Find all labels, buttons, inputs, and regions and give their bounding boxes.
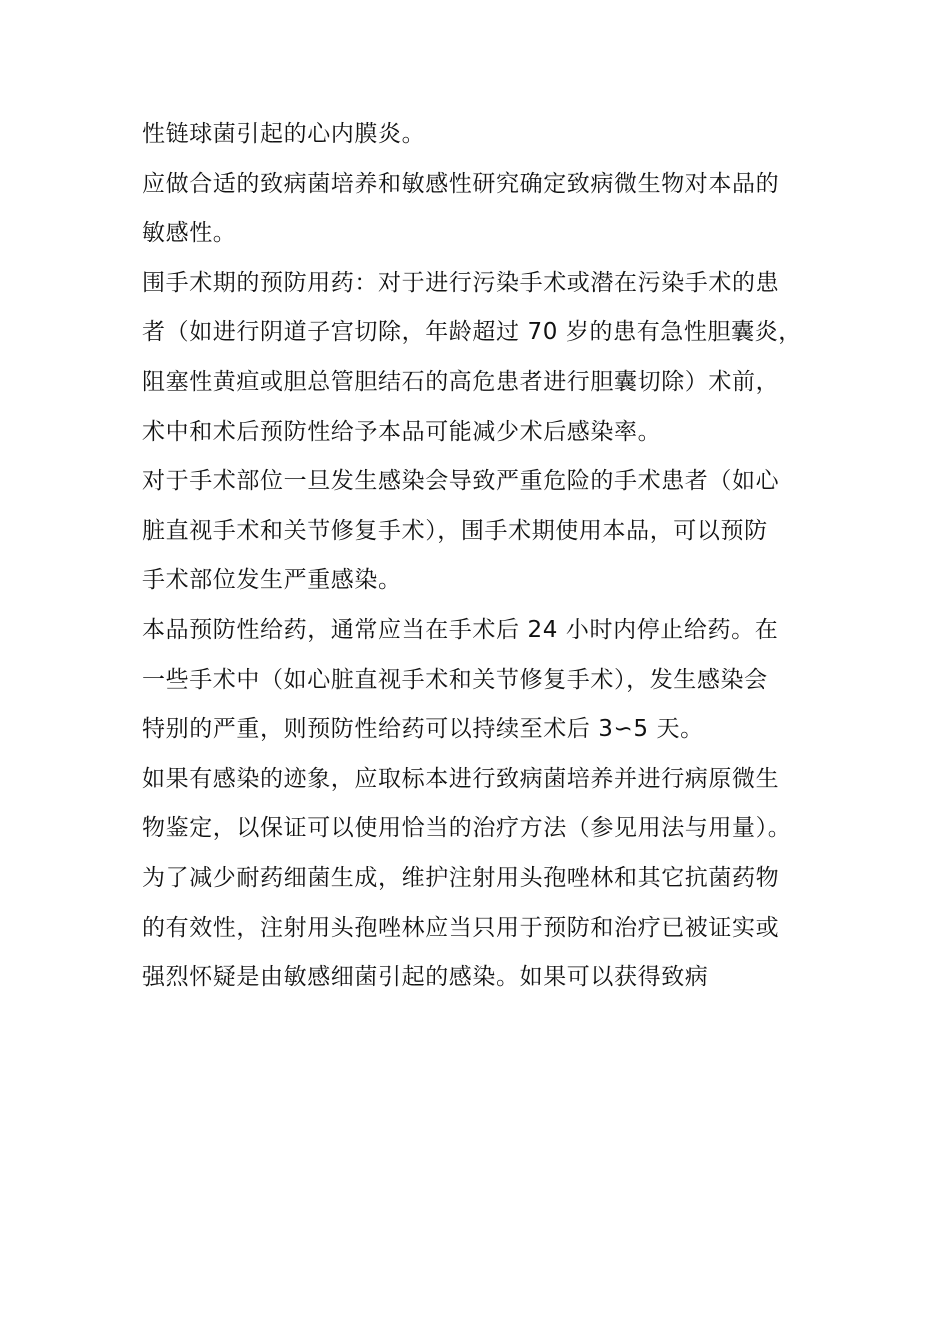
text-line: 敏感性。 xyxy=(142,220,237,247)
text-line: 脏直视手术和关节修复手术），围手术期使用本品，可以预防 xyxy=(142,517,768,544)
text-line: 物鉴定，以保证可以使用恰当的治疗方法（参见用法与用量）。 xyxy=(142,815,792,842)
text-line: 应做合适的致病菌培养和敏感性研究确定致病微生物对本品的 xyxy=(142,170,780,197)
text-line: 本品预防性给药，通常应当在手术后 24 小时内停止给药。在 xyxy=(142,616,779,643)
text-line: 为了减少耐药细菌生成，维护注射用头孢唑林和其它抗菌药物 xyxy=(142,864,780,891)
text-line: 围手术期的预防用药：对于进行污染手术或潜在污染手术的患 xyxy=(142,269,780,296)
text-line: 如果有感染的迹象，应取标本进行致病菌培养并进行病原微生 xyxy=(142,765,780,792)
text-line: 强烈怀疑是由敏感细菌引起的感染。如果可以获得致病 xyxy=(142,964,709,991)
text-line: 特别的严重，则预防性给药可以持续至术后 3∽5 天。 xyxy=(142,716,704,743)
text-line: 术中和术后预防性给予本品可能减少术后感染率。 xyxy=(142,418,662,445)
text-line: 阻塞性黄疸或胆总管胆结石的高危患者进行胆囊切除）术前， xyxy=(142,368,780,395)
text-line: 对于手术部位一旦发生感染会导致严重危险的手术患者（如心 xyxy=(142,468,780,495)
text-line: 一些手术中（如心脏直视手术和关节修复手术），发生感染会 xyxy=(142,666,768,693)
document-body xyxy=(142,110,822,1003)
text-line: 性链球菌引起的心内膜炎。 xyxy=(142,121,426,147)
text-line: 手术部位发生严重感染。 xyxy=(142,567,402,594)
text-line: 的有效性，注射用头孢唑林应当只用于预防和治疗已被证实或 xyxy=(142,914,780,941)
text-line: 者（如进行阴道子宫切除，年龄超过 70 岁的患有急性胆囊炎， xyxy=(142,319,802,346)
